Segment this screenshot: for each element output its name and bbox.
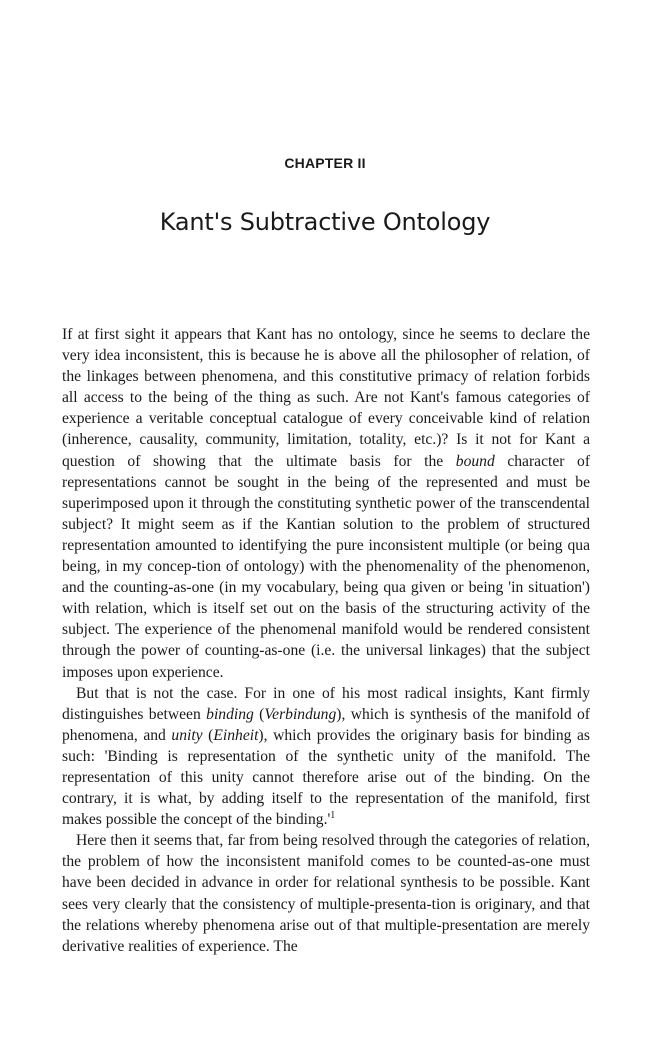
emphasis-einheit: Einheit: [213, 726, 259, 744]
paragraph-2-open-paren-1: (: [259, 705, 265, 723]
paragraph-1-text-continued: character of representations cannot be sought in the being of the represented and must be superimposed upon it through the constituting synthetic power of the transcendental subject? It might seem as if the Kantian solution to the problem of structured representation amounted to identifying the pure inconsistent multiple (or being qua being, in my concep-tion of ontology) with the phenomenality of the phenomenon, and the counting-as-one (in my vocabulary, being qua given or being 'in situation') with relation, which is itself set out on the basis of the structuring activity of the subject. The experience of the phenomenal manifold would be rendered consistent through the power of counting-as-one (i.e. the universal linkages) that the subject imposes upon experience.: [62, 452, 591, 681]
body-text: [62, 324, 590, 957]
paragraph-3-text: Here then it seems that, far from being resolved through the categories of relation, the problem of how the inconsistent manifold comes to be counted-as-one must have been decided in advance in order for relational synthesis to be possible. Kant sees very clearly that the consistency of multiple-presenta-tion is originary, and that the relations whereby phenomena arise out of that multiple-presentation are merely derivative realities of experience. The: [62, 832, 590, 955]
emphasis-unity: unity: [171, 726, 203, 744]
paragraph-1: [62, 324, 590, 683]
paragraph-2-text-3: ), which is synthesis of the manifold of phenomena, and: [62, 705, 590, 744]
paragraph-2-open-paren-2: (: [208, 726, 214, 744]
emphasis-binding: binding: [206, 705, 254, 723]
chapter-title: Kant's Subtractive Ontology: [159, 208, 491, 236]
paragraph-3: [62, 830, 590, 957]
footnote-ref[interactable]: 1: [330, 809, 336, 821]
chapter-label: CHAPTER II: [284, 155, 366, 171]
paragraph-1-text: If at first sight it appears that Kant has no ontology, since he seems to declare the very idea inconsistent, this is because he is above all the philosopher of relation, of the linkages between phenomena, and this constitutive primacy of relation forbids all access to the being of the thing as such. Are not Kant's famous categories of experience a veritable conceptual catalogue of every conceivable kind of relation (inherence, causality, community, limitation, totality, etc.)? Is it not for Kant a question of showing that the ultimate basis for the: [62, 326, 590, 470]
paragraph-2-text-1: But that is not the case. For in one of his most radical insights, Kant firmly distinguishes between: [62, 684, 590, 723]
emphasis-verbindung: Verbindung: [264, 705, 337, 723]
emphasis-bound: bound: [455, 452, 495, 470]
paragraph-2-text-5: ), which provides the originary basis for binding as such: 'Binding is representation of the synthetic unity of the manifold. The representation of this unity cannot therefore arise out of the binding. On the contrary, it is what, by adding itself to the representation of the manifold, first makes possible the concept of the binding.': [62, 726, 590, 829]
paragraph-2: [62, 683, 590, 831]
